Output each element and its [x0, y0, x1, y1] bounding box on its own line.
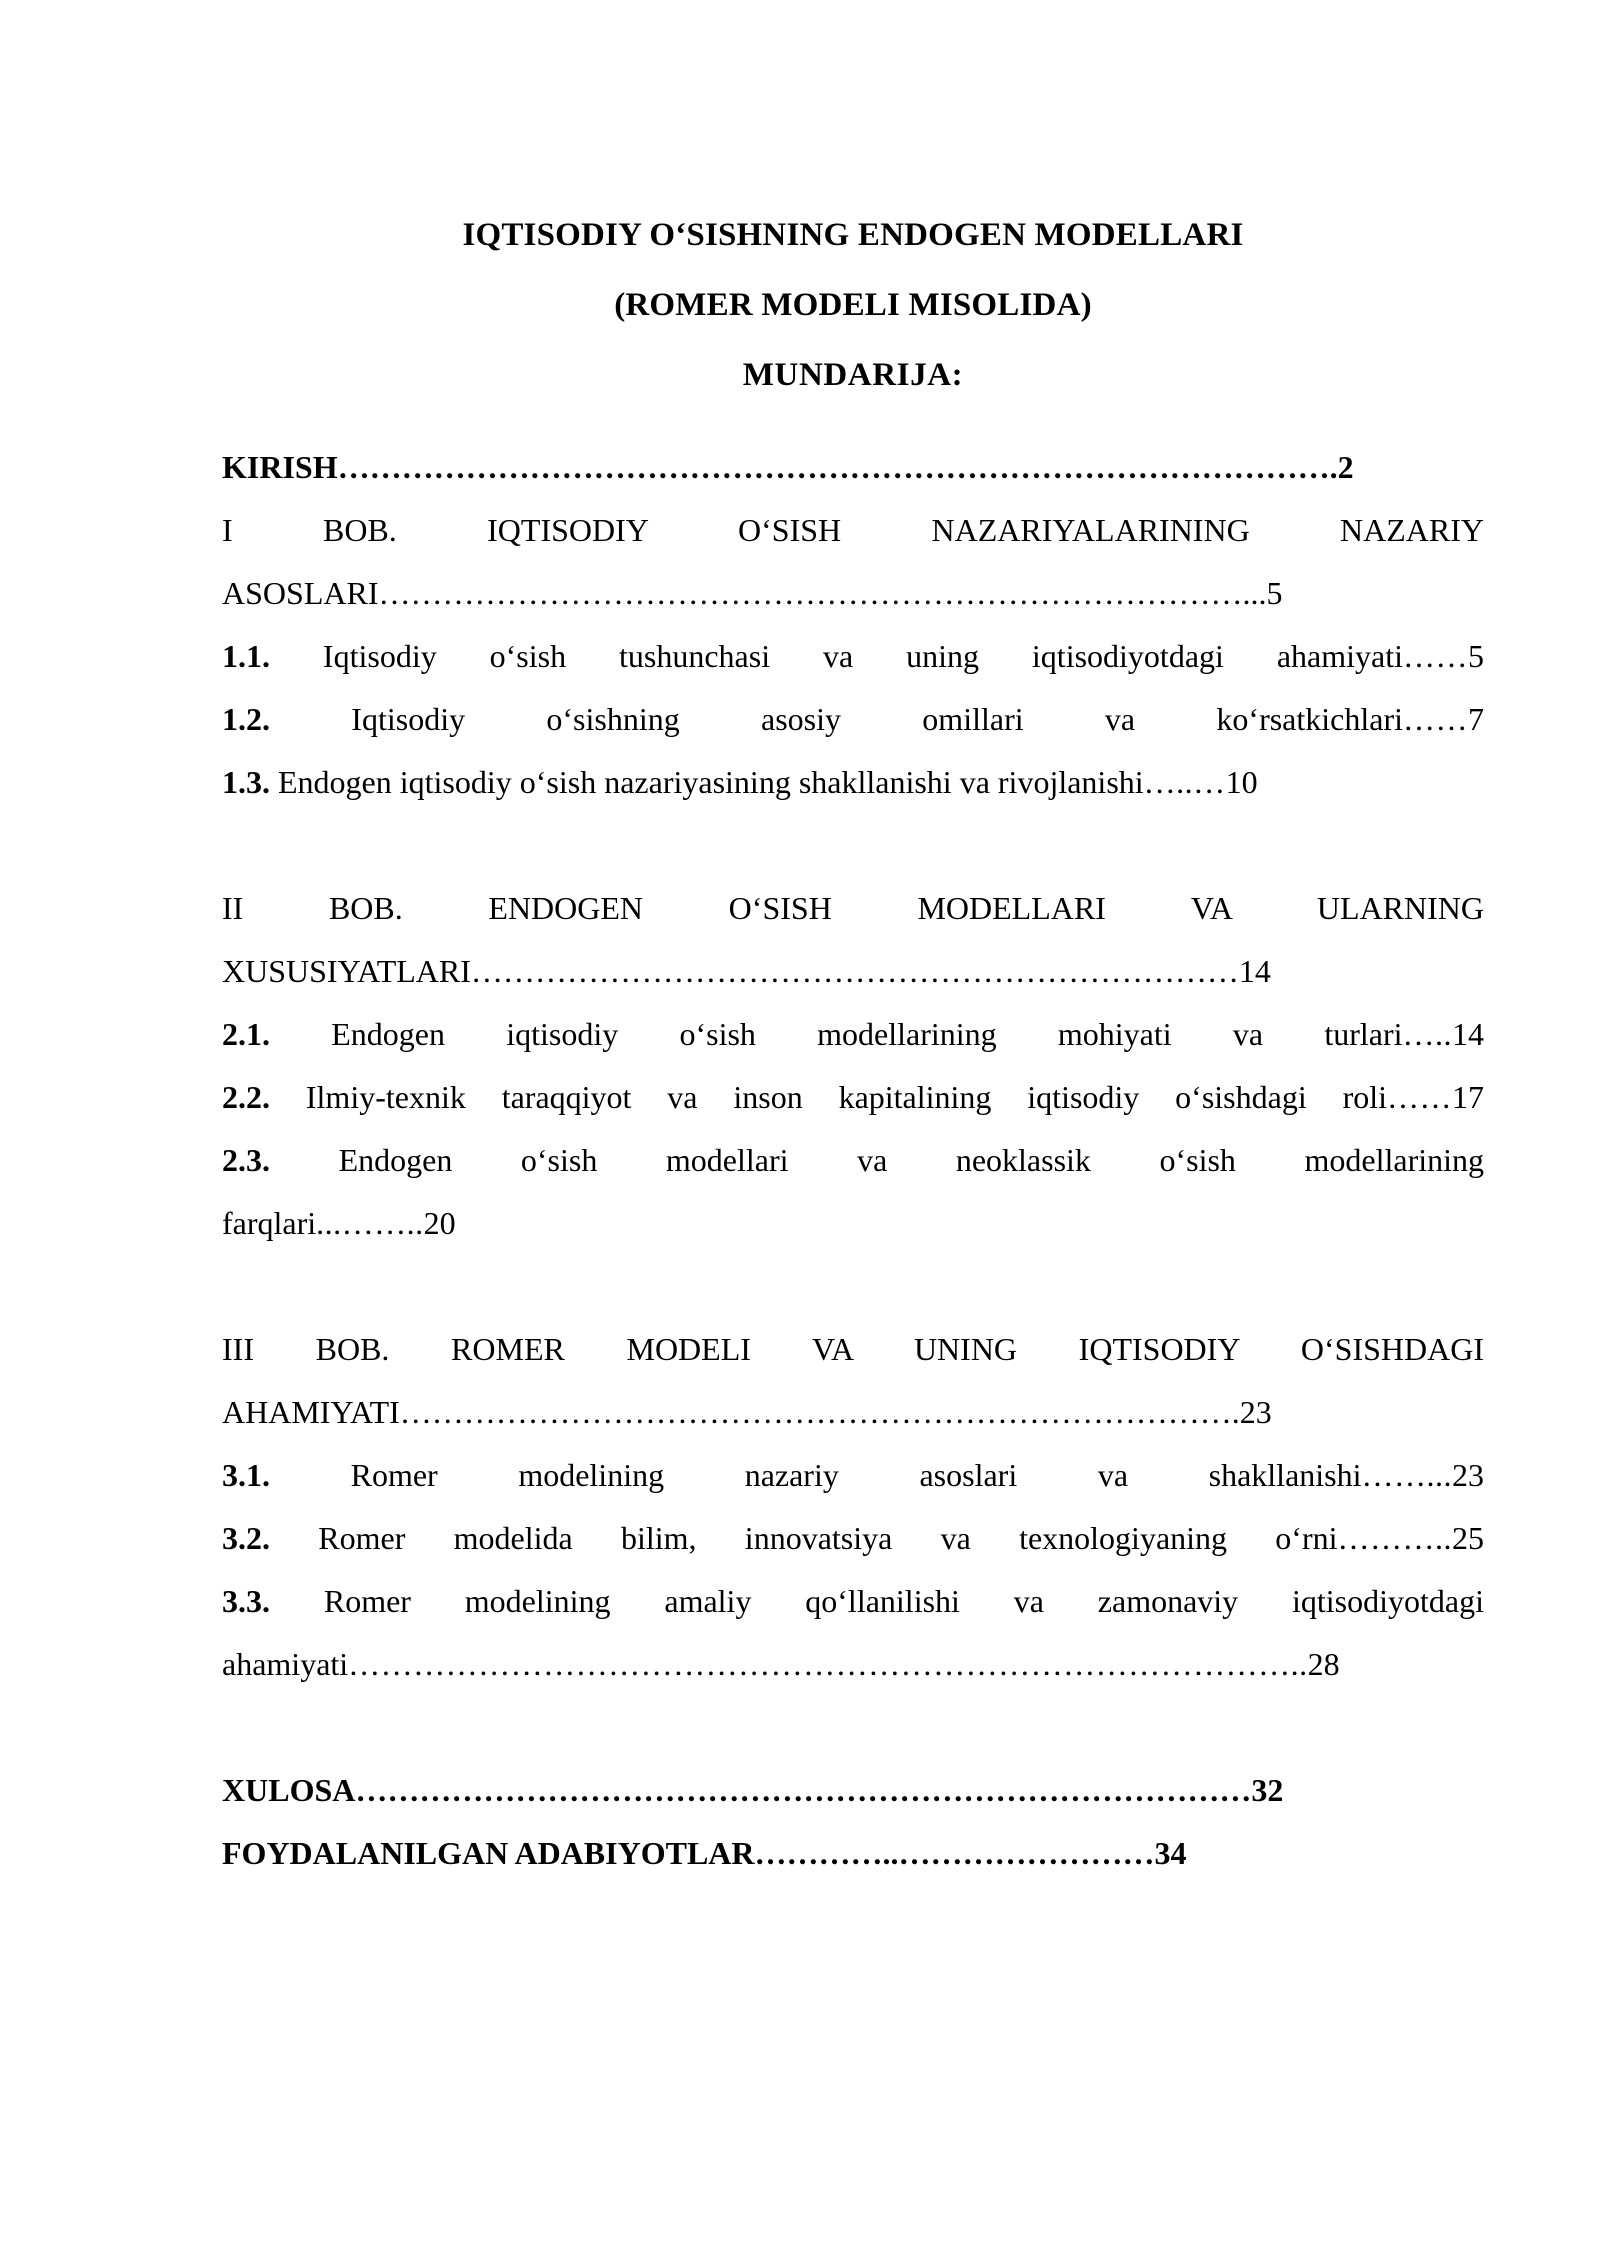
toc-entry-1-3[interactable]: [222, 751, 1484, 814]
table-of-contents: [222, 436, 1484, 1885]
toc-leader-2-2: ……: [1387, 1079, 1453, 1115]
toc-entry-2-3-wrap[interactable]: [222, 1192, 1484, 1255]
toc-entry-3-1[interactable]: [222, 1444, 1484, 1507]
toc-entry-conclusion[interactable]: XULOSA…………………………………………………………………………32: [222, 1772, 1284, 1808]
toc-leader-1-3: …..…: [1143, 764, 1226, 800]
toc-leader-1-2: ……: [1403, 701, 1469, 737]
toc-number-2-2: 2.2.: [222, 1079, 270, 1115]
toc-gap-1: [222, 814, 1484, 877]
toc-entry-2-3[interactable]: [222, 1129, 1484, 1192]
toc-text-2-1: Endogen iqtisodiy o‘sish modellarining mohiyati va turlari: [331, 1016, 1403, 1052]
document-title-line-2: (ROMER MODELI MISOLIDA): [614, 287, 1092, 323]
toc-gap-3: [222, 1696, 1484, 1759]
toc-chapter-3-heading-line-1[interactable]: III BOB. ROMER MODELI VA UNING IQTISODIY O‘SISHDAGI: [222, 1331, 1484, 1367]
toc-number-2-3: 2.3.: [222, 1142, 270, 1178]
toc-entry-3-3[interactable]: [222, 1570, 1484, 1633]
toc-text-2-3: Endogen o‘sish modellari va neoklassik o‘sish modellarining: [338, 1142, 1485, 1178]
toc-chapter-2-heading-line-1[interactable]: II BOB. ENDOGEN O‘SISH MODELLARI VA ULARNING: [222, 890, 1484, 926]
toc-chapter-1-heading-line-1[interactable]: I BOB. IQTISODIY O‘SISH NAZARIYALARINING NAZARIY: [222, 512, 1484, 548]
toc-text-3-2: Romer modelida bilim, innovatsiya va texnologiyaning o‘rni: [318, 1520, 1338, 1556]
toc-number-3-3: 3.3.: [222, 1583, 270, 1619]
toc-text-2-2: Ilmiy-texnik taraqqiyot va inson kapitalining iqtisodiy o‘sishdagi roli: [305, 1079, 1388, 1115]
toc-page-2-2: 17: [1452, 1079, 1485, 1115]
toc-number-3-2: 3.2.: [222, 1520, 270, 1556]
toc-page-2-1: 14: [1452, 1016, 1485, 1052]
toc-number-1-2: 1.2.: [222, 701, 270, 737]
toc-text-3-3: Romer modelining amaliy qo‘llanilishi va zamonaviy iqtisodiyotdagi: [323, 1583, 1485, 1619]
toc-number-1-3: 1.3.: [222, 764, 270, 800]
toc-page-3-2: 25: [1452, 1520, 1484, 1556]
toc-leader-3-3: ……………………………………………………………………………..: [348, 1646, 1308, 1682]
toc-entry-3-2[interactable]: [222, 1507, 1484, 1570]
document-content: [222, 200, 1484, 1885]
toc-page-3-1: 23: [1452, 1457, 1484, 1493]
toc-entry-2-2[interactable]: [222, 1066, 1484, 1129]
toc-entry-2-1[interactable]: [222, 1003, 1484, 1066]
toc-gap-2: [222, 1255, 1484, 1318]
toc-text-1-2: Iqtisodiy o‘sishning asosiy omillari va ko‘rsatkichlari: [351, 701, 1404, 737]
toc-chapter-3-heading-line-2[interactable]: AHAMIYATI…………………………………………………………………….23: [222, 1394, 1272, 1430]
toc-entry-references[interactable]: FOYDALANILGAN ADABIYOTLAR…………..……………………34: [222, 1835, 1187, 1871]
toc-leader-2-1: …..: [1402, 1016, 1453, 1052]
toc-page-1-3: 10: [1225, 764, 1258, 800]
toc-entry-1-2[interactable]: [222, 688, 1484, 751]
toc-chapter-1-heading-line-2[interactable]: ASOSLARI………………………………………………………………………...5: [222, 575, 1283, 611]
toc-text-3-3-wrap: ahamiyati: [222, 1646, 349, 1682]
toc-entry-intro[interactable]: KIRISH………………………………………………………………………………….2: [222, 449, 1354, 485]
toc-text-3-1: Romer modelining nazariy asoslari va shakllanishi: [350, 1457, 1362, 1493]
toc-text-1-1: Iqtisodiy o‘sish tushunchasi va uning iqtisodiyotdagi ahamiyati: [322, 638, 1404, 674]
toc-number-1-1: 1.1.: [222, 638, 270, 674]
toc-text-2-3-wrap: farqlari: [222, 1205, 317, 1241]
toc-page-3-3: 28: [1307, 1646, 1340, 1682]
toc-page-1-1: 5: [1468, 638, 1485, 674]
toc-number-3-1: 3.1.: [222, 1457, 270, 1493]
toc-text-1-3: Endogen iqtisodiy o‘sish nazariyasining shakllanishi va rivojlanishi: [278, 764, 1144, 800]
toc-entry-3-3-wrap[interactable]: [222, 1633, 1484, 1696]
document-title-line-1: IQTISODIY O‘SISHNING ENDOGEN MODELLARI: [462, 217, 1244, 253]
toc-page-1-2: 7: [1468, 701, 1485, 737]
toc-entry-1-1[interactable]: [222, 625, 1484, 688]
toc-chapter-2-heading-line-2[interactable]: XUSUSIYATLARI………………………………………………………………14: [222, 953, 1271, 989]
toc-leader-1-1: ……: [1403, 638, 1469, 674]
toc-leader-2-3: ...……..: [316, 1205, 424, 1241]
toc-leader-3-2: ………..: [1337, 1520, 1452, 1556]
toc-page-2-3: 20: [423, 1205, 456, 1241]
toc-number-2-1: 2.1.: [222, 1016, 270, 1052]
toc-heading: MUNDARIJA:: [742, 357, 964, 393]
toc-leader-3-1: ……...: [1361, 1457, 1452, 1493]
